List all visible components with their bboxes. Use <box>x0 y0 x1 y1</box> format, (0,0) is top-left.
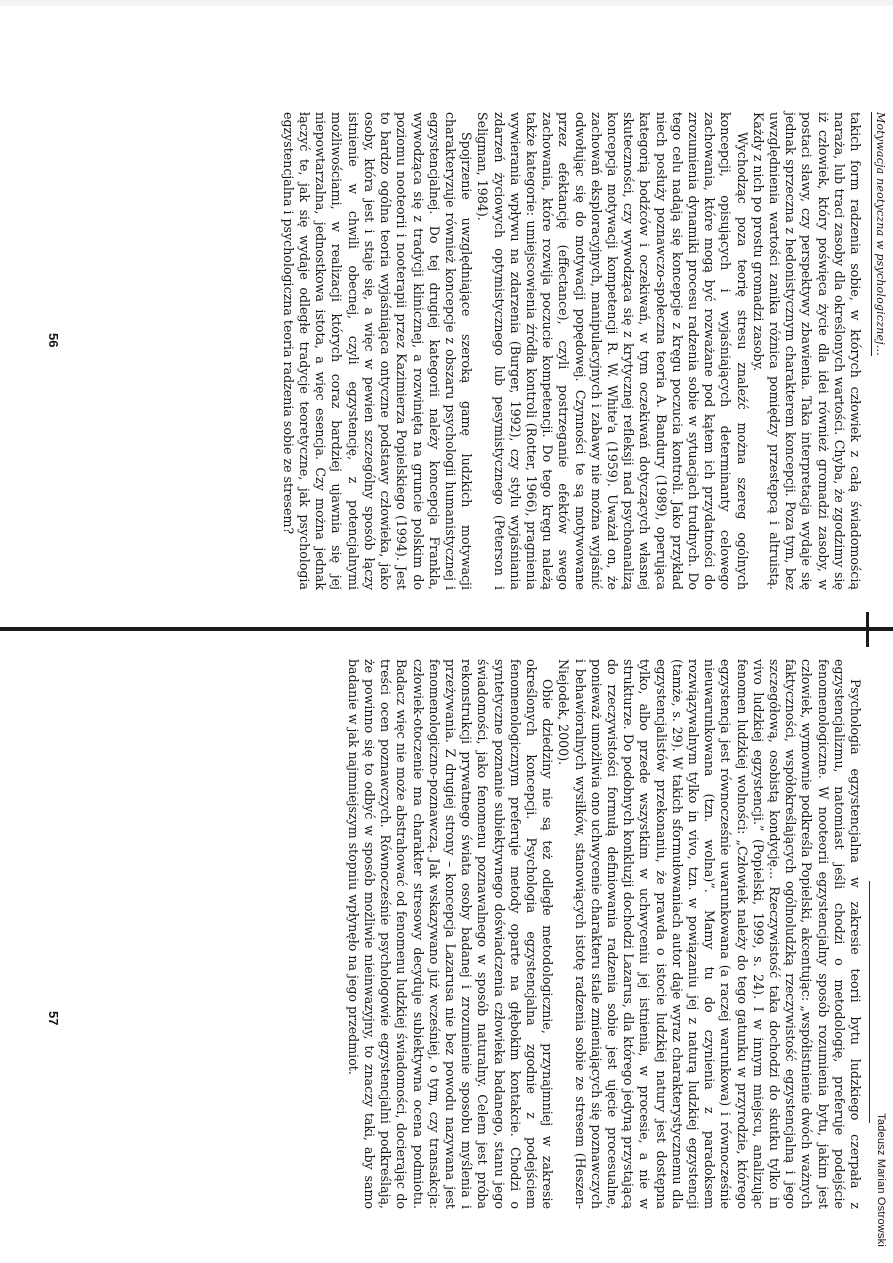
page-56 <box>0 0 893 627</box>
running-head-right: Tadeusz Marian Ostrowski <box>875 1113 887 1247</box>
paragraph: Wychodząc poza teorię stresu znaleźć można szereg ogólnych koncepcji, opisujących i wyjaśniających determinanty celowego zachowania, które mogą być rozważane pod kątem ich przydatności do zrozumienia dynamiki procesu radzenia sobie w sytuacjach trudnych. Do tego celu nadają się koncepcje z kręgu poczucia kontroli. Jako przykład niech posłuży poznawczo-społeczna teoria A. Bandury (1989), operująca kategorią bodźców i oczekiwań, w tym oczekiwań dotyczących własnej skuteczności, czy wywodząca się z krytycznej refleksji nad psychoanalizą koncepcja motywacji kompetencji R. W. White'a (1959). Uważał on, że zachowań eksploracyjnych, manipulacyjnych i zabawy nie można wyjaśnić odwołując się do motywacji popędowej. Czynności te są motywowane przez efektancję (effectance), czyli postrzeganie efektów swego zachowania, które rozwija poczucie kompetencji. Do tego kręgu należą także kategorie: umiejscowienia źródła kontroli (Rotter, 1966), pragnienia wywierania wpływu na zdarzenia (Burger, 1992), czy stylu wyjaśniania zdarzeń życiowych optymistycznego lub pesymistycznego (Peterson i Seligman, 1984). <box>475 112 750 590</box>
page-number-left: 56 <box>46 333 61 348</box>
paragraph: Spojrzenie uwzględniające szeroką gamę ludzkich motywacji charakteryzuje również koncepcje z obszaru psychologii humanistycznej i egzystencjalnej. Do tej drugiej kategorii należy koncepcja Frankla, wywodząca się z tradycji klinicznej, a rozwinięta na gruncie polskim do poziomu nooteorii i nooterapii przez Kazimierza Popielskiego (1994). Jest to bardzo ogólna teoria wyjaśniająca ontyczne podstawy człowieka, jako osoby, która jest i staje się, a więc w pewien szczególny sposób łączy istnienie w chwili obecnej, czyli egzystencję, z potencjalnymi możliwościami, w realizacji których coraz bardziej ujawnia się jej niepowtarzalna, jednostkowa istota, a więc esencja. Czy można jednak łączyć te, jak się wydaje odległe tradycje teoretyczne, jak psychologia egzystencjalna i psychologiczna teoria radzenia sobie ze stresem? <box>280 112 475 590</box>
running-head-rule <box>869 881 870 1123</box>
paragraph: takich form radzenia sobie, w których człowiek z całą świadomością naraża, lub traci zasoby dla określonych wartości. Chyba, że zgodzimy się iż człowiek, który poświęca życie dla idei również gromadzi zasoby, w postaci sławy, czy perspektywy zbawienia. Taka interpretacja wydaje się jednak sprzeczna z hedonistycznym charakterem koncepcji. Poza tym, bez uwzględnienia wartości zanika różnica pomiędzy przestępcą i altruistą. Każdy z nich po prostu gromadzi zasoby. <box>750 112 863 590</box>
paragraph: Obie dziedziny nie są też odległe metodologicznie, przynajmniej w zakresie określonych koncepcji. Psychologia egzystencjalna zgodnie z podejściem fenomenologicznym preferuje metody oparte na głębokim kontakcie. Chodzi o syntetyczne poznanie subiektywnego doświadczenia człowieka badanego, stanu jego świadomości, jako fenomenu poznawalnego w sposób naturalny. Celem jest próba rekonstrukcji prywatnego świata osoby badanej i zrozumienie sposobu myślenia i przeżywania. Z drugiej strony – koncepcja Lazarusa nie bez powodu nazywana jest fenomenologiczno-poznawczą. Jak wskazywano już wcześniej, o tym, czy transakcja: człowiek-otoczenie ma charakter stresowy decyduje subiektywna ocena podmiotu. Badacz więc nie może abstrahować od fenomenu ludzkiej świadomości, docierając do treści ocen poznawczych. Równocześnie psychologowie egzystencjalni podkreślają, że powinno się to odbyć w sposób możliwie nieinwazyjny, to znaczy taki, aby samo badanie w jak najmniejszym stopniu wpłynęło na jego przedmiot. <box>345 659 556 1209</box>
body-text-right <box>345 659 864 1209</box>
paragraph: Psychologia egzystencjalna w zakresie teorii bytu ludzkiego czerpała z egzystencjalizmu, natomiast jeśli chodzi o metodologię, preferuje podejście fenomenologiczne. W nooteorii egzystencjalny sposób rozumienia bytu, jakim jest człowiek, wymownie podkreśla Popielski, akcentując: „współistnienie dwóch ważnych faktyczności, współokreślających ogólnoludzką rzeczywistość egzystencjalną i jego szczegółową, osobistą kondycję... Rzeczywistość taka dochodzi do skutku tylko in vivo ludzkiej egzystencji.” (Popielski, 1999, s. 24). I w innym miejscu, analizując fenomen ludzkiej wolności: „Człowiek należy do tego gatunku w przyrodzie, którego egzystencja jest równocześnie uwarunkowana (a raczej warunkowa) i równocześnie nieuwarunkowana (tzn. wolna)”. Mamy tu do czynienia z paradoksem rozwiązywalnym tylko in vivo, tzn. w powiązaniu jej z naturą ludzkiej egzystencji (tamże, s. 29). W takich sformułowaniach autor daje wyraz charakterystycznemu dla egzystencjalistów przekonaniu, że prawda o istocie ludzkiej natury jest dostępna tylko, albo przede wszystkim w uchwyceniu jej istnienia, w procesie, a nie w strukturze. Do podobnych konkluzji dochodzi Lazarus, dla którego jedyną przystającą do rzeczywistości formułą definiowania radzenia sobie jest ujęcie procesualne, ponieważ umożliwia ono uchwycenie charakteru stale zmieniających się poznawczych i behawioralnych wysiłków, stanowiących istotę radzenia sobie ze stresem (Heszen-Niejodek, 2000). <box>556 659 863 1209</box>
page-number-right: 57 <box>46 1011 61 1026</box>
body-text-left <box>280 112 863 590</box>
running-head-left: Motywacja neotyczna w psychologicznej... <box>871 112 887 356</box>
page-57 <box>0 631 893 1263</box>
